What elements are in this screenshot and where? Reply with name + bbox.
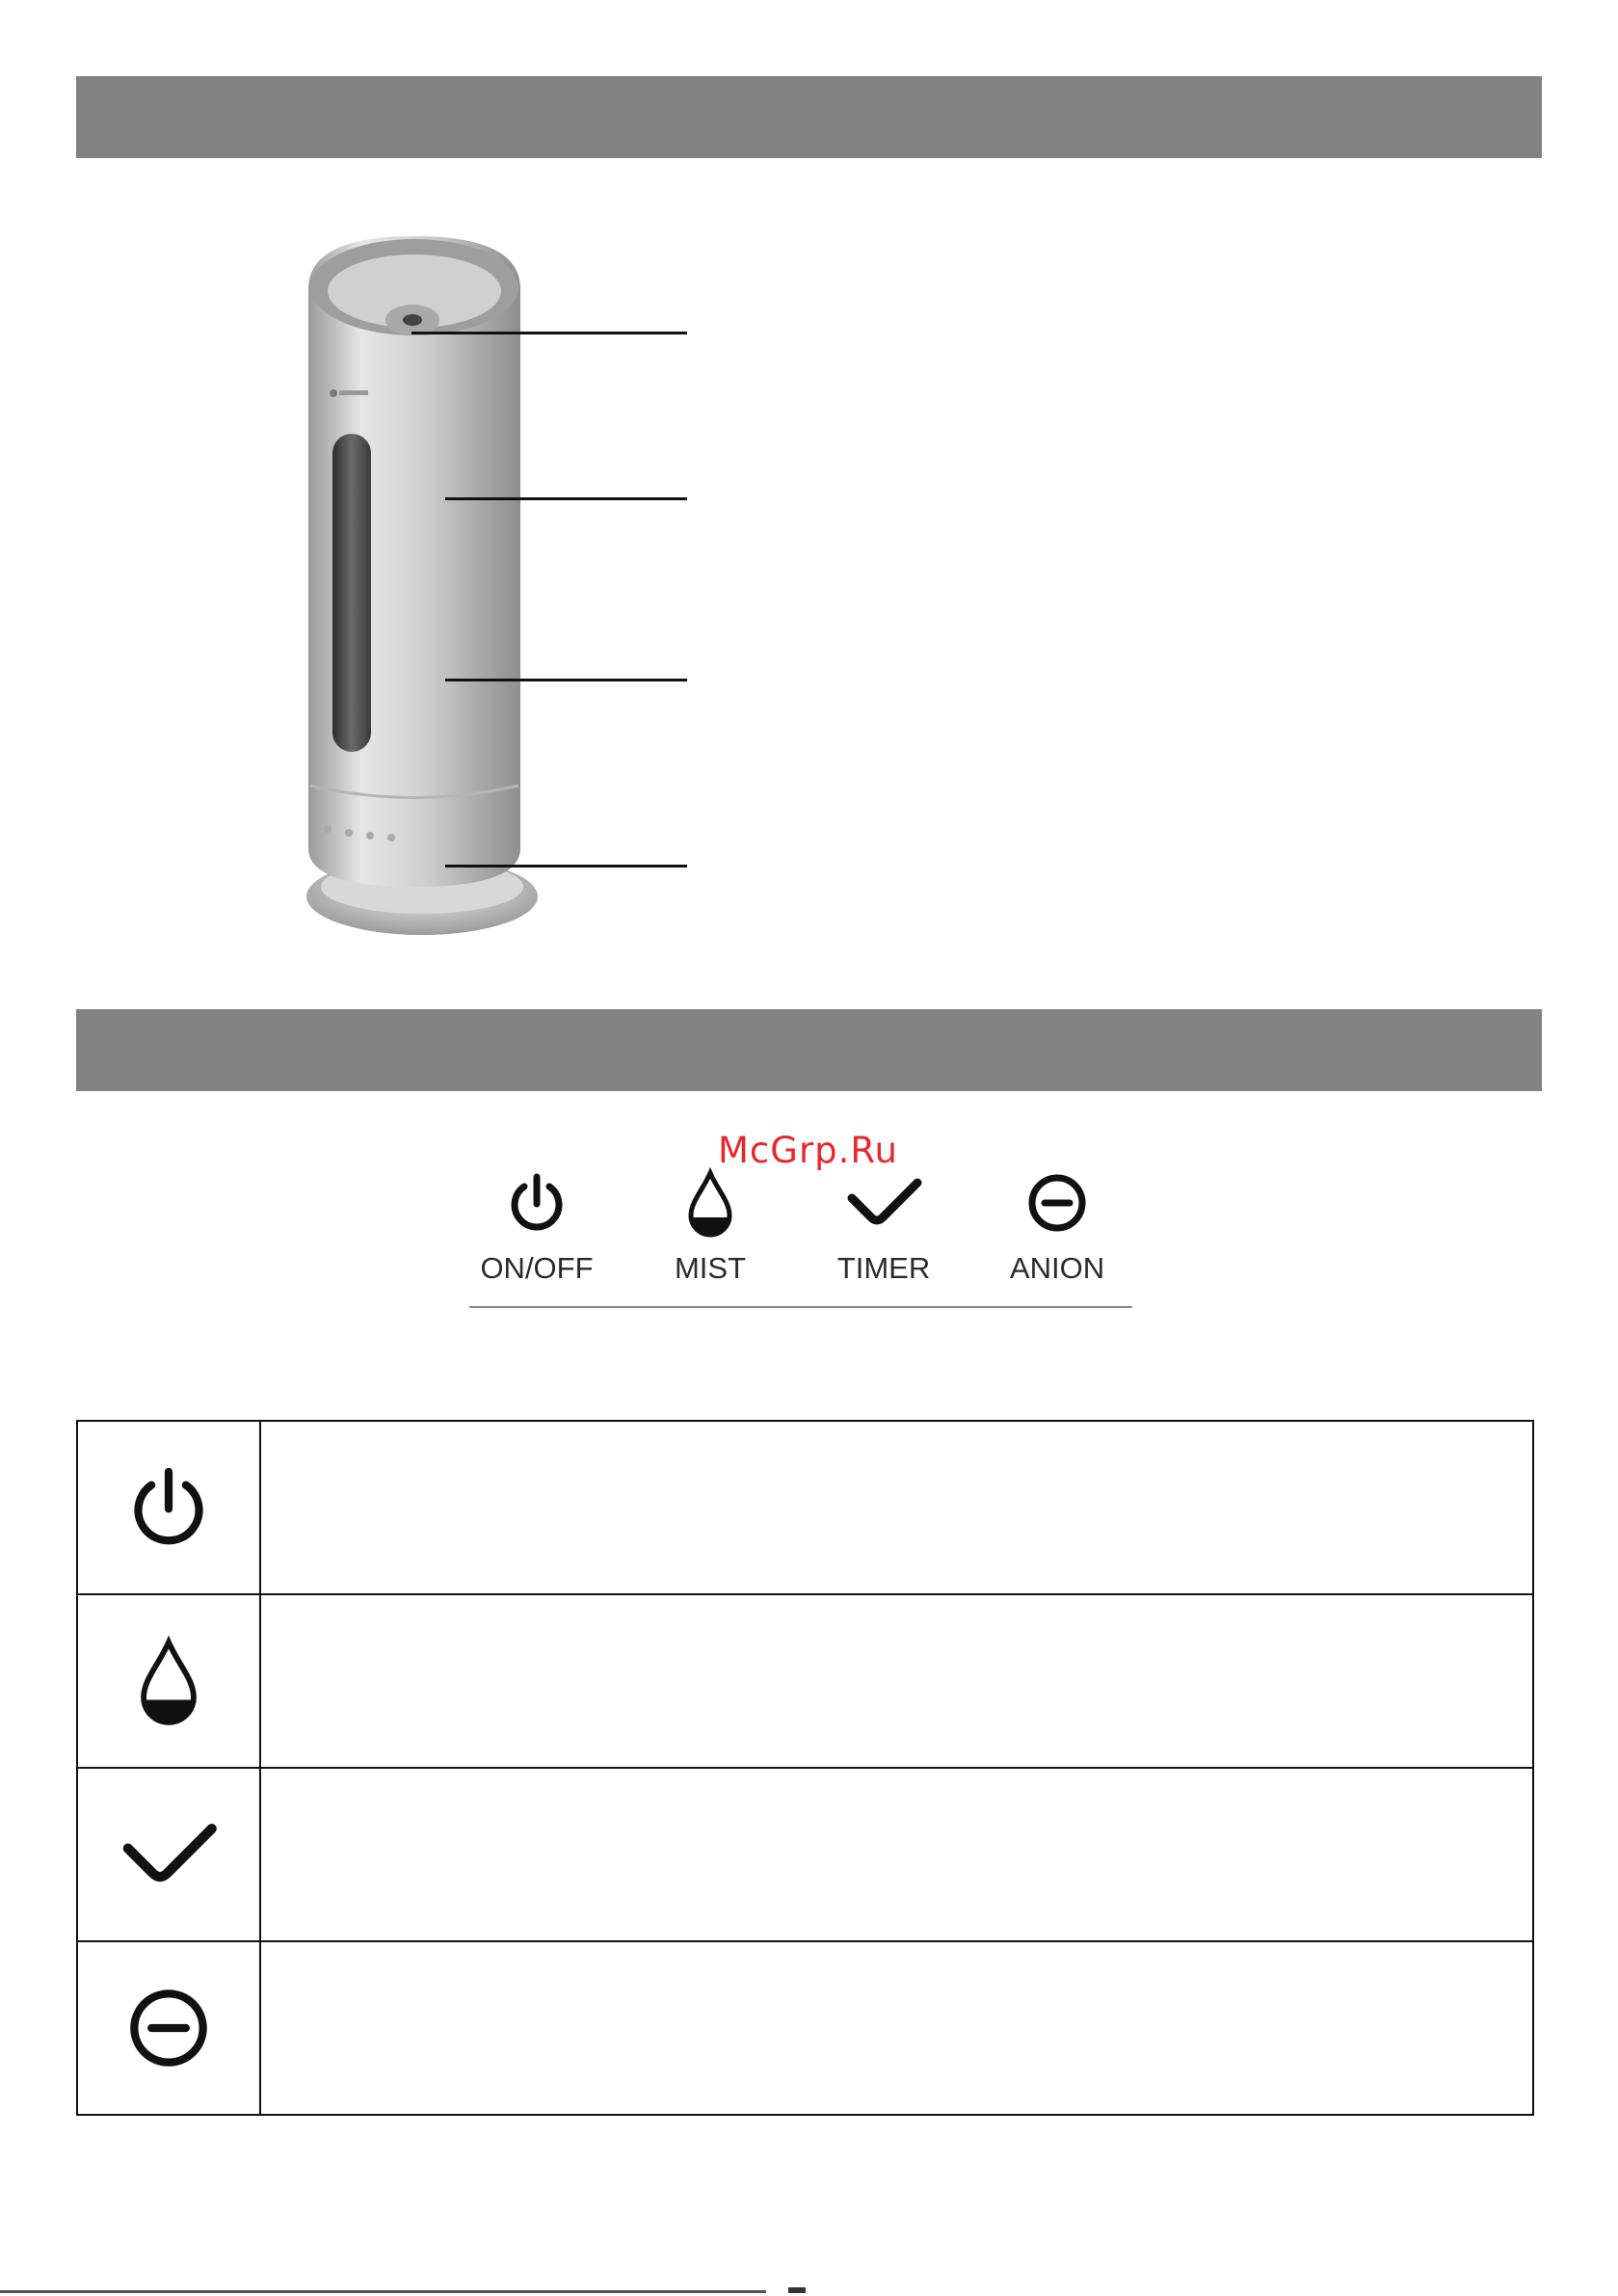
button-key-table [76, 1420, 1534, 2116]
panel-button-anion[interactable] [990, 1152, 1125, 1287]
drop-icon [681, 1167, 739, 1239]
panel-button-label: TIMER [836, 1251, 931, 1285]
table-row [77, 1421, 1533, 1594]
panel-button-label: ON/OFF [480, 1251, 594, 1285]
power-icon [122, 1461, 215, 1554]
table-description-cell [260, 1941, 1533, 2115]
control-panel [469, 1152, 1132, 1311]
table-icon-cell [77, 1594, 260, 1768]
table-description-cell [260, 1594, 1533, 1768]
table-description-cell [260, 1421, 1533, 1594]
section-header-bar-1 [76, 76, 1542, 158]
table-row [77, 1768, 1533, 1941]
watermark: McGrp.Ru [718, 1130, 898, 1171]
panel-button-on-off[interactable] [469, 1152, 604, 1287]
table-icon-cell [77, 1421, 260, 1594]
panel-divider [469, 1306, 1132, 1308]
table-icon-cell [77, 1941, 260, 2115]
panel-button-mist[interactable] [643, 1152, 778, 1287]
table-icon-cell [77, 1768, 260, 1941]
power-icon [503, 1169, 570, 1237]
table-row [77, 1594, 1533, 1768]
check-icon [116, 1811, 222, 1898]
panel-button-label: MIST [674, 1251, 747, 1285]
minus-circle-icon [122, 1982, 215, 2074]
callout-line-4 [445, 865, 687, 868]
footer-mark [788, 2287, 806, 2293]
drop-icon [131, 1635, 206, 1727]
panel-button-timer[interactable] [816, 1152, 951, 1287]
table-row [77, 1941, 1533, 2115]
humidifier-illustration [289, 231, 540, 949]
footer-rule [0, 2290, 766, 2293]
callout-line-2 [445, 497, 687, 500]
section-header-bar-2 [76, 1009, 1542, 1091]
table-description-cell [260, 1768, 1533, 1941]
check-icon [842, 1169, 925, 1237]
callout-line-3 [445, 679, 687, 681]
minus-circle-icon [1023, 1169, 1091, 1237]
callout-line-1 [411, 332, 687, 334]
panel-button-label: ANION [1009, 1251, 1105, 1285]
